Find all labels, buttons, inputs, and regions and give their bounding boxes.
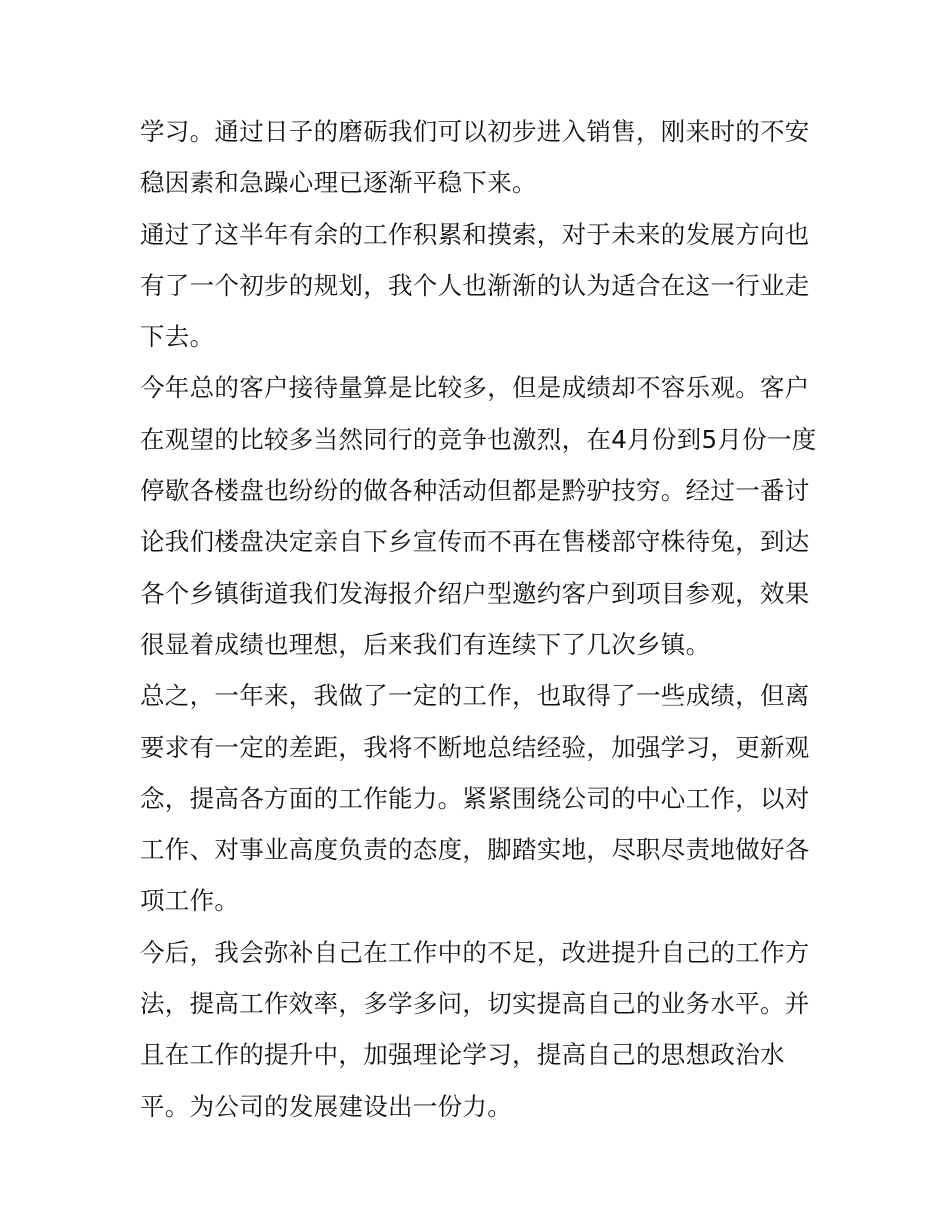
document-body [140, 106, 820, 1132]
paragraph-5: 今后，我会弥补自己在工作中的不足，改进提升自己的工作方法，提高工作效率，多学多问，切实提高自己的业务水平。并且在工作的提升中，加强理论学习，提高自己的思想政治水平。为公司的发展建设出一份力。 [140, 937, 810, 1121]
paragraph-4: 总之，一年来，我做了一定的工作，也取得了一些成绩，但离要求有一定的差距，我将不断地总结经验，加强学习，更新观念，提高各方面的工作能力。紧紧围绕公司的中心工作，以对工作、对事业高度负责的态度，脚踏实地，尽职尽责地做好各项工作。 [140, 681, 810, 916]
paragraph-2: 通过了这半年有余的工作积累和摸索，对于未来的发展方向也有了一个初步的规划，我个人也渐渐的认为适合在这一行业走下去。 [140, 219, 810, 352]
paragraph-3: 今年总的客户接待量算是比较多，但是成绩却不容乐观。客户在观望的比较多当然同行的竞争也激烈，在4月份到5月份一度停歇各楼盘也纷纷的做各种活动但都是黔驴技穷。经过一番讨论我们楼盘决定亲自下乡宣传而不再在售楼部守株待兔，到达各个乡镇街道我们发海报介绍户型邀约客户到项目参观，效果很显着成绩也理想，后来我们有连续下了几次乡镇。 [140, 373, 817, 659]
paragraph-1: 学习。通过日子的磨砺我们可以初步进入销售，刚来时的不安稳因素和急躁心理已逐渐平稳下来。 [140, 117, 810, 198]
